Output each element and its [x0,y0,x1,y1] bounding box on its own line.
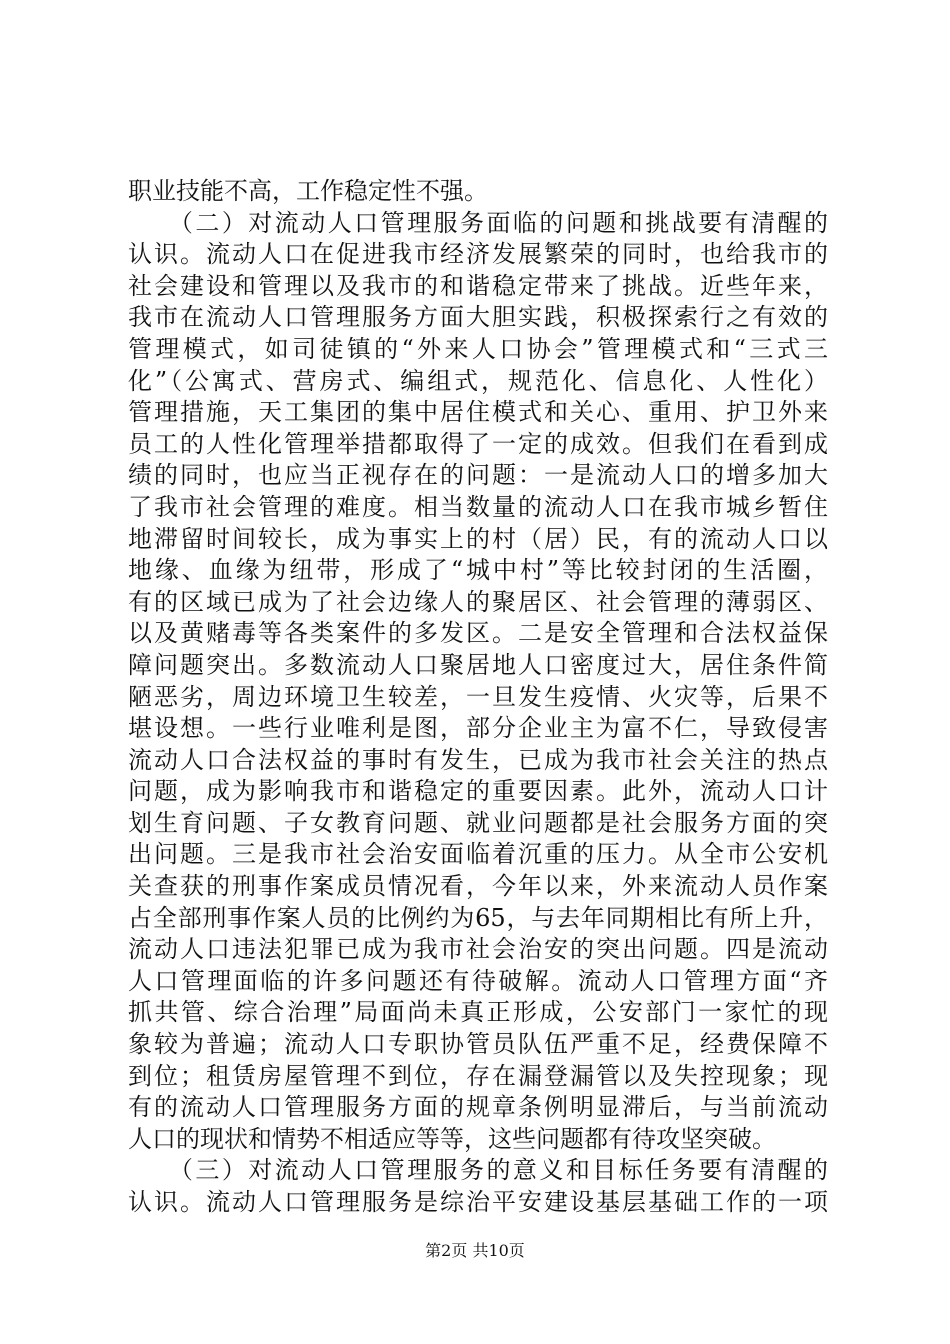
text-line: 流动人口合法权益的事时有发生，已成为我市社会关注的热点 [128,745,828,774]
text-line: 陋恶劣，周边环境卫生较差，一旦发生疫情、火灾等，后果不 [128,682,828,711]
text-line: 堪设想。一些行业唯利是图，部分企业主为富不仁，导致侵害 [128,714,828,743]
text-line: 职业技能不高，工作稳定性不强。 [128,177,488,205]
text-line: 划生育问题、子女教育问题、就业问题都是社会服务方面的突 [128,808,828,837]
text-line: 地滞留时间较长，成为事实上的村（居）民，有的流动人口以 [128,524,828,553]
text-line: 问题，成为影响我市和谐稳定的重要因素。此外，流动人口计 [128,777,828,806]
text-line: 我市在流动人口管理服务方面大胆实践，积极探索行之有效的 [128,303,828,332]
text-line: 地缘、血缘为纽带，形成了“城中村”等比较封闭的生活圈， [128,556,828,585]
text-line: 关查获的刑事作案成员情况看，今年以来，外来流动人员作案 [128,872,828,901]
text-line: 有的流动人口管理服务方面的规章条例明显滞后，与当前流动 [128,1093,828,1122]
page-footer: 第2页 共10页 [425,1241,525,1260]
text-line: 以及黄赌毒等各类案件的多发区。二是安全管理和合法权益保 [128,619,828,648]
text-line: 象较为普遍；流动人口专职协管员队伍严重不足，经费保障不 [128,1030,828,1059]
text-line: 障问题突出。多数流动人口聚居地人口密度过大，居住条件简 [128,650,828,679]
text-line: （二）对流动人口管理服务面临的问题和挑战要有清醒的 [128,208,828,237]
text-line: 认识。流动人口在促进我市经济发展繁荣的同时，也给我市的 [128,240,828,269]
text-line: 了我市社会管理的难度。相当数量的流动人口在我市城乡暂住 [128,492,828,521]
text-line: 到位；租赁房屋管理不到位，存在漏登漏管以及失控现象；现 [128,1061,828,1090]
text-line: 化”（公寓式、营房式、编组式，规范化、信息化、人性化） [128,366,828,395]
text-line: 社会建设和管理以及我市的和谐稳定带来了挑战。近些年来， [128,271,828,300]
text-line: 认识。流动人口管理服务是综治平安建设基层基础工作的一项 [128,1188,828,1216]
text-line: 流动人口违法犯罪已成为我市社会治安的突出问题。四是流动 [128,935,828,964]
text-line: 绩的同时，也应当正视存在的问题：一是流动人口的增多加大 [128,461,828,490]
text-line: 有的区域已成为了社会边缘人的聚居区、社会管理的薄弱区、 [128,587,828,616]
text-line: 出问题。三是我市社会治安面临着沉重的压力。从全市公安机 [128,840,828,869]
text-line: 人口的现状和情势不相适应等等，这些问题都有待攻坚突破。 [128,1124,776,1153]
text-line: 人口管理面临的许多问题还有待破解。流动人口管理方面“齐 [128,966,828,995]
text-line: 抓共管、综合治理”局面尚未真正形成，公安部门一家忙的现 [128,998,828,1027]
text-line: （三）对流动人口管理服务的意义和目标任务要有清醒的 [128,1156,828,1185]
body-text [128,176,828,1219]
text-line: 管理模式，如司徒镇的“外来人口协会”管理模式和“三式三 [128,334,828,363]
text-line: 管理措施，天工集团的集中居住模式和关心、重用、护卫外来 [128,398,828,427]
text-line: 占全部刑事作案人员的比例约为65，与去年同期相比有所上升， [128,903,828,932]
text-line: 员工的人性化管理举措都取得了一定的成效。但我们在看到成 [128,429,828,458]
